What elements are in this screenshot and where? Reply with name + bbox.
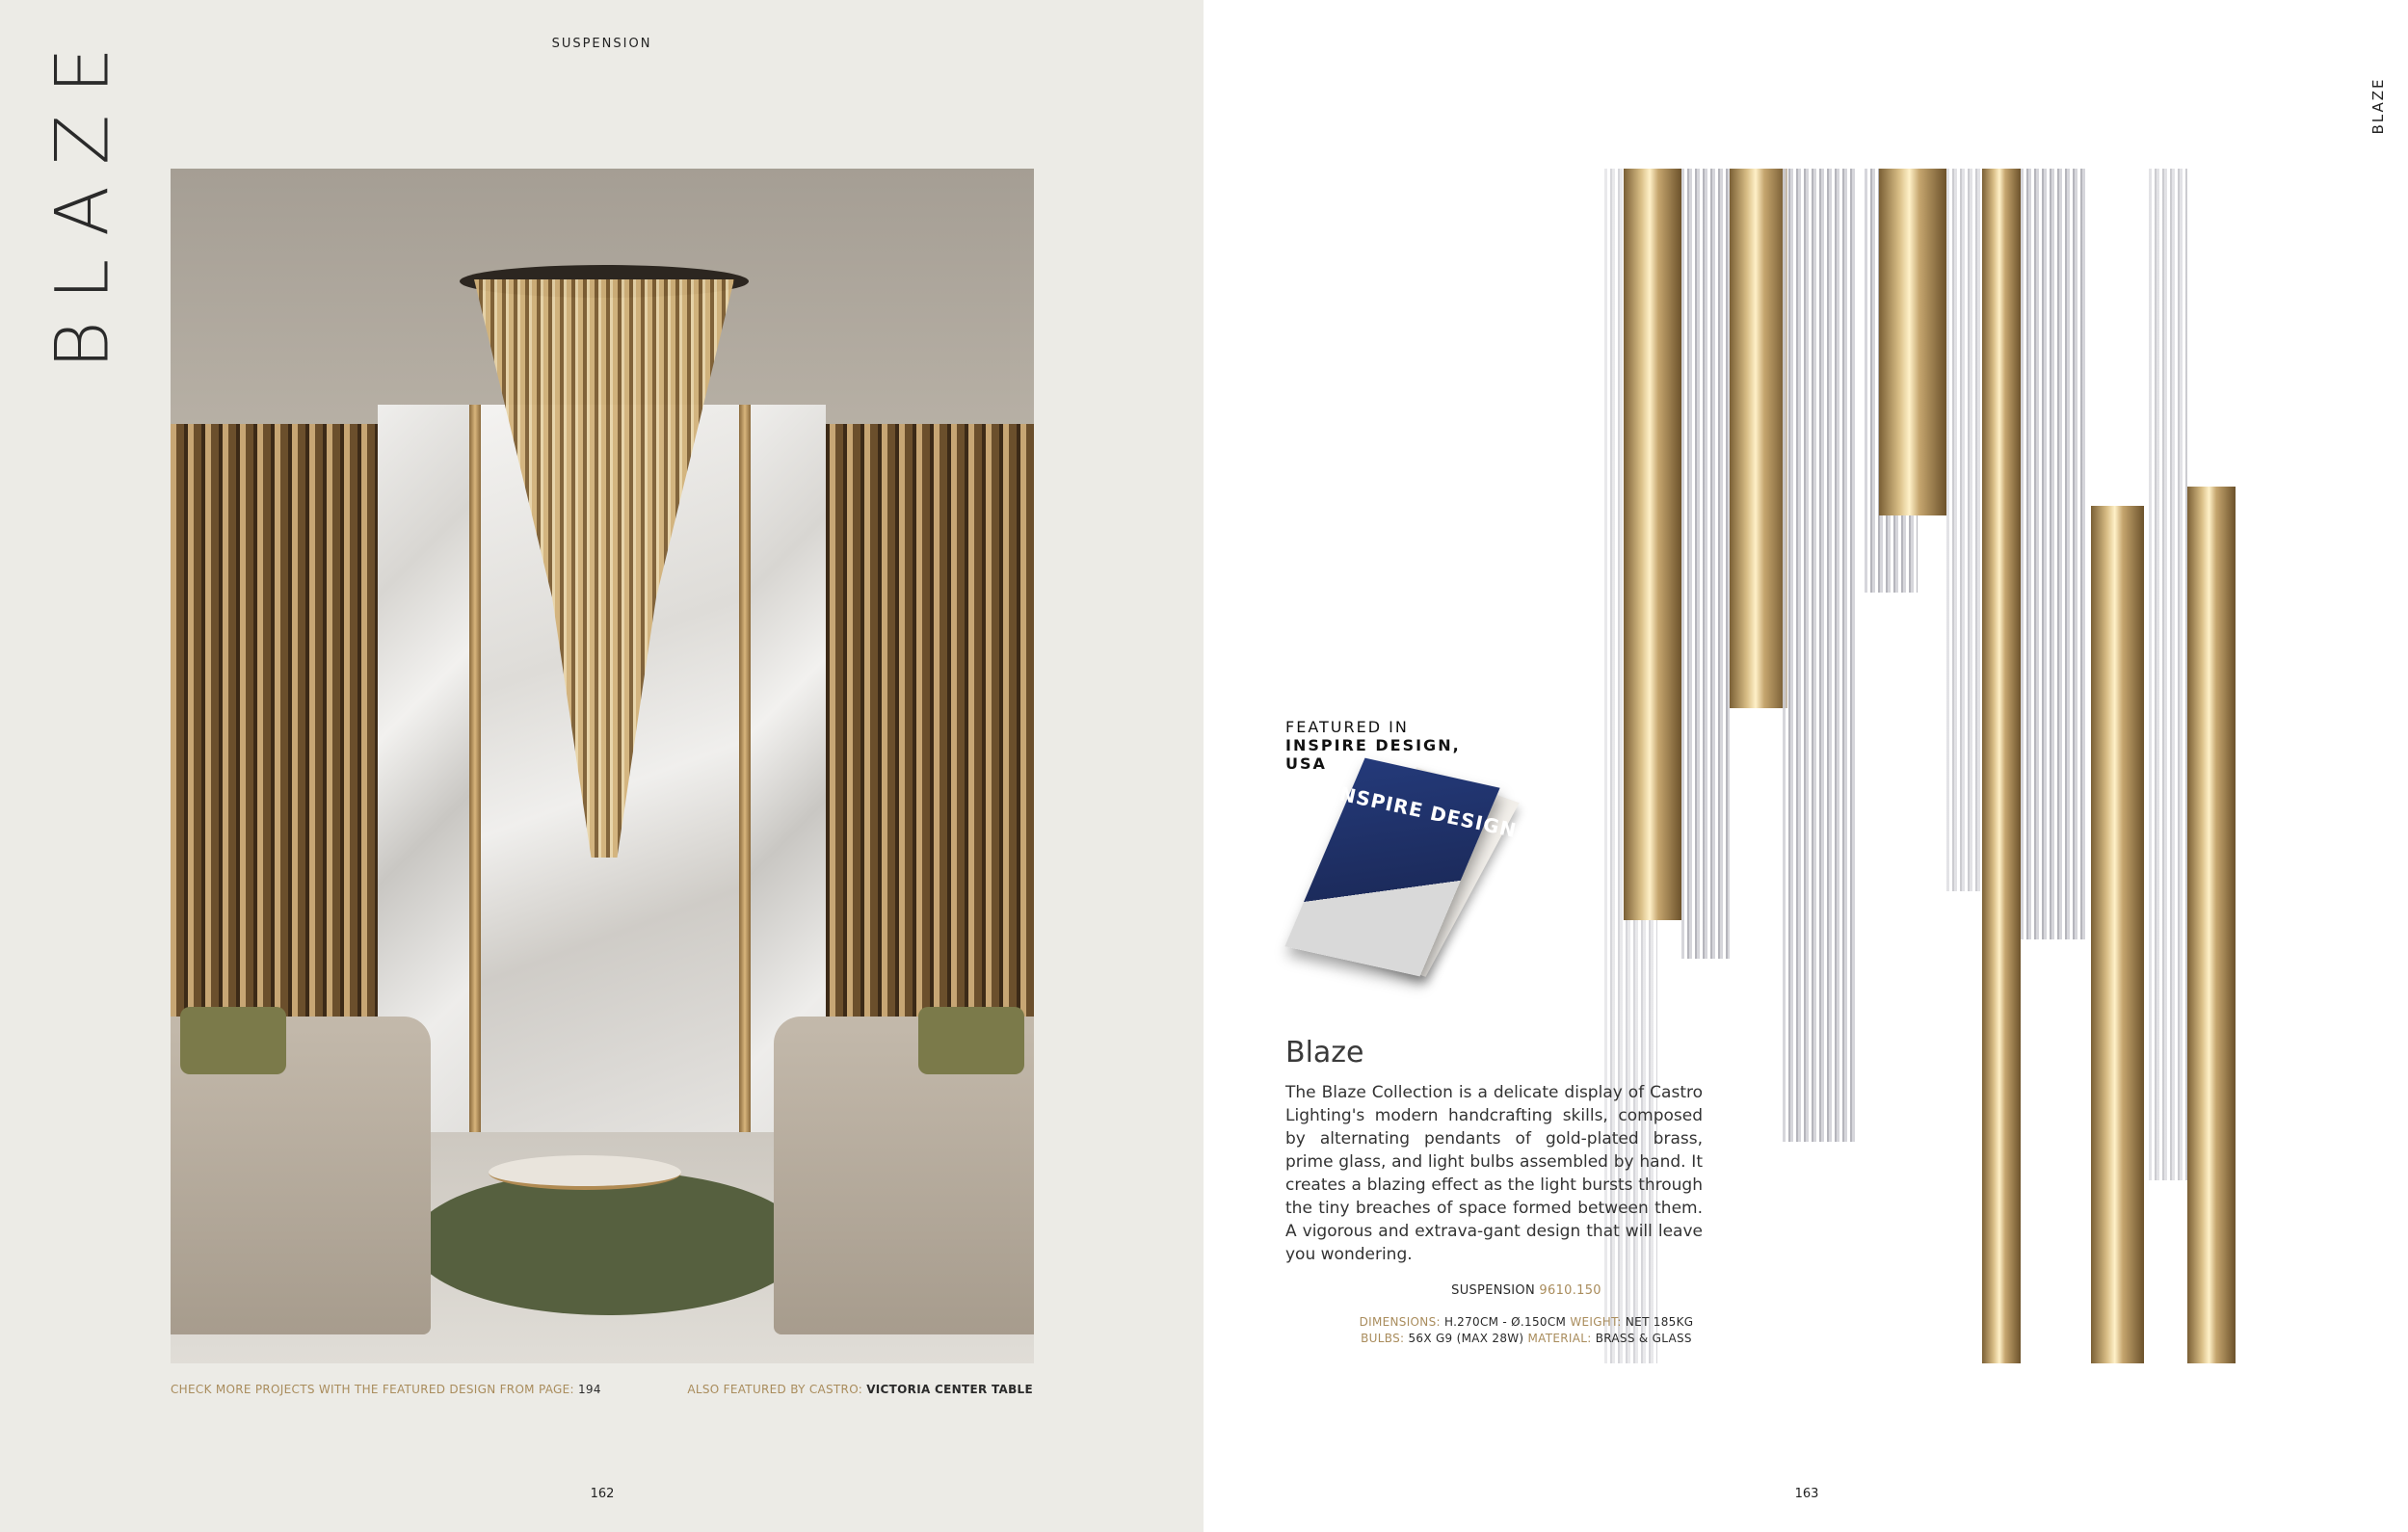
brass-pendant: [2187, 487, 2236, 1363]
brass-pendant: [1982, 169, 2021, 1363]
page-number-left: 162: [590, 1487, 615, 1501]
weight-label: WEIGHT:: [1570, 1315, 1622, 1329]
section-label: SUSPENSION: [551, 37, 652, 51]
brass-pendant: [2091, 506, 2144, 1363]
bulbs-value: 56X G9 (MAX 28W): [1408, 1332, 1524, 1345]
page-number-right: 163: [1794, 1487, 1819, 1501]
right-vertical-label-text: BLAZE: [2369, 77, 2387, 135]
interior-photo: [171, 169, 1034, 1363]
glass-tube: [1783, 169, 1855, 1142]
featured-in-country: USA: [1285, 754, 1327, 773]
magazine-logo: INSPIRE DESIGN: [1329, 779, 1520, 843]
right-vertical-label: [2366, 77, 2391, 154]
footnote-also-featured: [687, 1383, 1033, 1396]
spec-details: [1285, 1314, 1767, 1347]
footnote-also-featured-label: ALSO FEATURED BY CASTRO:: [687, 1383, 863, 1396]
bulbs-label: BULBS:: [1361, 1332, 1405, 1345]
center-table: [489, 1155, 681, 1190]
brass-pendant: [1879, 169, 1946, 515]
brass-pendant: [1624, 169, 1681, 920]
weight-value: NET 185KG: [1625, 1315, 1694, 1329]
featured-in-publication: INSPIRE DESIGN,: [1285, 736, 1461, 754]
featured-in-line1: FEATURED IN: [1285, 718, 1409, 736]
spec-line-2: [1285, 1331, 1767, 1347]
vertical-title-text: BLAZE: [39, 26, 125, 369]
glass-tube: [2149, 169, 2187, 1180]
vertical-title: [39, 26, 125, 369]
material-value: BRASS & GLASS: [1595, 1332, 1692, 1345]
glass-tube: [1681, 169, 1730, 959]
magazine-cover[interactable]: [1291, 761, 1522, 978]
footnote-projects-page[interactable]: 194: [577, 1383, 601, 1396]
dimensions-label: DIMENSIONS:: [1359, 1315, 1441, 1329]
spec-line-1: [1285, 1314, 1767, 1331]
glass-tube: [2021, 169, 2088, 939]
product-title: Blaze: [1285, 1036, 1364, 1070]
dimensions-value: H.270CM - Ø.150CM: [1443, 1315, 1567, 1329]
footnote-projects: [171, 1383, 601, 1396]
cushion: [180, 1007, 286, 1074]
brass-pendant: [1730, 169, 1787, 708]
spec-code-value: 9610.150: [1539, 1283, 1601, 1298]
footnote-also-featured-value[interactable]: VICTORIA CENTER TABLE: [866, 1383, 1033, 1396]
spec-type-label: SUSPENSION: [1451, 1283, 1535, 1298]
product-description: The Blaze Collection is a delicate display of Castro Lighting's modern handcrafting skills, composed by alternating pendants of gold-plated brass, prime glass, and light bulbs assembled by hand. It creates a blazing effect as the light bursts through the tiny breaches of space formed between them. A vigorous and extrava-gant design that will leave you wondering.: [1285, 1083, 1703, 1264]
cushion: [918, 1007, 1024, 1074]
footnote-projects-label: CHECK MORE PROJECTS WITH THE FEATURED DESIGN FROM PAGE:: [171, 1383, 574, 1396]
rug: [411, 1171, 807, 1315]
glass-tube: [1946, 169, 1985, 891]
spec-code: [1285, 1283, 1767, 1298]
material-label: MATERIAL:: [1527, 1332, 1592, 1345]
